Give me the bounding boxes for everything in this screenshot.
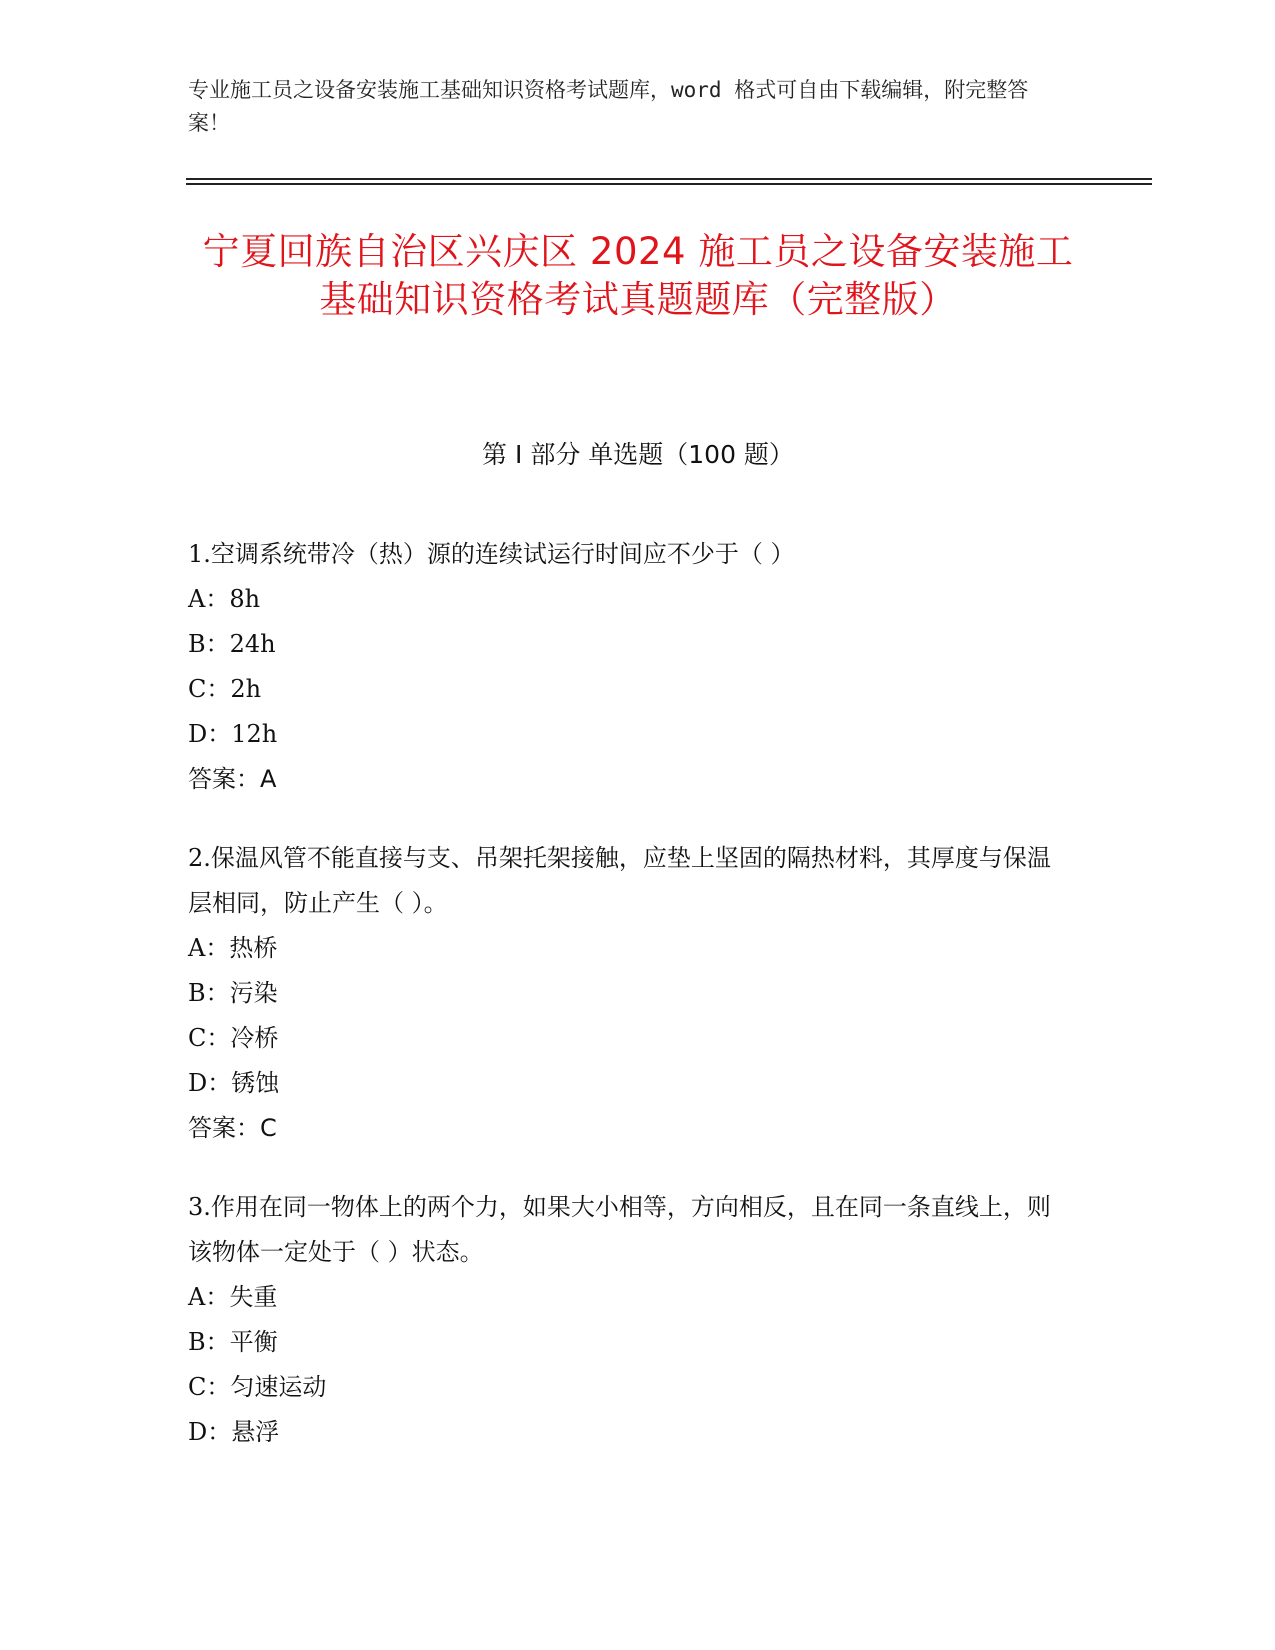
option-c (188, 1016, 1068, 1061)
question-3 (188, 1185, 1068, 1455)
option-text: 失重 (229, 1283, 278, 1311)
option-text: 平衡 (229, 1328, 278, 1356)
answer-line: 答案：A (188, 765, 277, 793)
option-text: 12h (231, 720, 278, 748)
option-letter: D： (188, 720, 232, 748)
option-text: 2h (230, 675, 262, 703)
option-text: 24h (229, 630, 276, 658)
option-d (188, 1061, 1068, 1106)
section-title: 第 I 部分 单选题（100 题） (482, 440, 794, 469)
header-rule-bottom (186, 183, 1152, 185)
question-text: 2.保温风管不能直接与支、吊架托架接触，应垫上坚固的隔热材料，其厚度与保温层相同，防止产生（ ）。 (188, 844, 1051, 917)
option-letter: A： (188, 585, 230, 613)
option-letter: C： (188, 1373, 231, 1401)
option-b (188, 622, 1068, 667)
option-c (188, 1365, 1068, 1410)
option-letter: B： (188, 1328, 230, 1356)
question-list (188, 532, 1068, 1489)
option-a (188, 1275, 1068, 1320)
option-letter: A： (188, 1283, 230, 1311)
answer-line: 答案：C (188, 1114, 277, 1142)
option-a (188, 926, 1068, 971)
option-d (188, 712, 1068, 757)
question-2 (188, 836, 1068, 1151)
option-text: 热桥 (229, 934, 278, 962)
option-letter: C： (188, 675, 231, 703)
option-d (188, 1410, 1068, 1455)
option-c (188, 667, 1068, 712)
option-b (188, 1320, 1068, 1365)
option-text: 污染 (229, 979, 278, 1007)
option-b (188, 971, 1068, 1016)
question-text: 1.空调系统带冷（热）源的连续试运行时间应不少于（ ） (188, 540, 795, 568)
document-title: 宁夏回族自治区兴庆区 2024 施工员之设备安装施工基础知识资格考试真题题库（完整版） (202, 230, 1074, 321)
option-letter: A： (188, 934, 230, 962)
header-rule-top (186, 178, 1152, 180)
option-text: 锈蚀 (231, 1069, 280, 1097)
option-text: 悬浮 (231, 1418, 280, 1446)
option-text: 8h (229, 585, 261, 613)
header-note: 专业施工员之设备安装施工基础知识资格考试题库，word 格式可自由下载编辑，附完整答案！ (188, 78, 1029, 135)
option-text: 冷桥 (230, 1024, 279, 1052)
option-a (188, 577, 1068, 622)
option-letter: C： (188, 1024, 231, 1052)
option-letter: B： (188, 979, 230, 1007)
option-letter: B： (188, 630, 230, 658)
option-text: 匀速运动 (230, 1373, 327, 1401)
option-letter: D： (188, 1069, 232, 1097)
question-1 (188, 532, 1068, 802)
question-text: 3.作用在同一物体上的两个力，如果大小相等，方向相反，且在同一条直线上，则该物体一定处于（ ）状态。 (188, 1193, 1051, 1266)
option-letter: D： (188, 1418, 232, 1446)
